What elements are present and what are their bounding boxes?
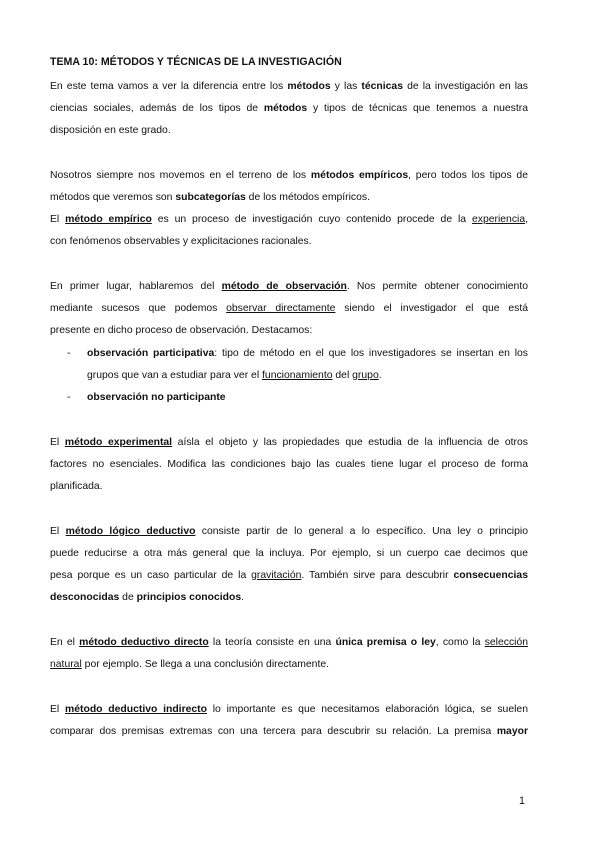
text-line: ciencias sociales, además de los tipos de métodos y tipos de técnicas que tenemos a nuestra (50, 103, 528, 114)
text-line: mediante sucesos que podemos observar directamente siendo el investigador el que está (50, 303, 528, 314)
text-line: En este tema vamos a ver la diferencia entre los métodos y las técnicas de la investigación en las (50, 81, 529, 92)
paragraph-logical-deductive (50, 521, 528, 609)
text-line: natural por ejemplo. Se llega a una conclusión directamente. (50, 659, 329, 670)
bullet-item-non-participant (87, 387, 528, 409)
text-line: puede reducirse a otra más general que la incluya. Por ejemplo, si un cuerpo cae decimos que (50, 548, 528, 559)
paragraph-intro (50, 76, 528, 142)
paragraph-observation (50, 276, 528, 342)
text-line: En el método deductivo directo la teoría consiste en una única premisa o ley, como la selección (50, 637, 529, 648)
text-line: grupos que van a estudiar para ver el funcionamiento del grupo. (87, 370, 382, 381)
text-line: El método deductivo indirecto lo importante es que necesitamos elaboración lógica, se suelen (50, 704, 528, 715)
text-line: El método experimental aísla el objeto y las propiedades que estudia de la influencia de otros (50, 437, 528, 448)
text-line: factores no esenciales. Modifica las condiciones bajo las cuales tiene lugar el proceso de forma (50, 459, 528, 470)
bullet-dash: - (67, 392, 71, 403)
text-line: observación no participante (87, 392, 226, 403)
text-line: pesa porque es un caso particular de la gravitación. También sirve para descubrir consecuencias (50, 570, 528, 581)
bullet-item-participant (87, 343, 528, 387)
document-title: TEMA 10: MÉTODOS Y TÉCNICAS DE LA INVESTIGACIÓN (50, 56, 342, 68)
page-number: 1 (519, 795, 525, 807)
text-line: presente en dicho proceso de observación. Destacamos: (50, 325, 313, 336)
paragraph-experimental (50, 432, 528, 498)
text-line: disposición en este grado. (50, 125, 171, 136)
text-line: El método empírico es un proceso de investigación cuyo contenido procede de la experiencia, (50, 214, 528, 225)
text-line: observación participativa: tipo de método en el que los investigadores se insertan en los (87, 348, 528, 359)
text-line: comparar dos premisas extremas con una tercera para descubrir su relación. La premisa mayor (50, 726, 528, 737)
text-line: desconocidas de principios conocidos. (50, 592, 245, 603)
paragraph-empirical (50, 165, 528, 253)
text-line: métodos que veremos son subcategorías de los métodos empíricos. (50, 192, 370, 203)
bullet-dash: - (67, 348, 71, 359)
paragraph-direct-deductive (50, 632, 528, 676)
paragraph-indirect-deductive (50, 699, 528, 743)
text-line: El método lógico deductivo consiste partir de lo general a lo específico. Una ley o principio (50, 526, 528, 537)
text-line: planificada. (50, 481, 103, 492)
text-line: con fenómenos observables y explicitaciones racionales. (50, 236, 312, 247)
text-line: Nosotros siempre nos movemos en el terreno de los métodos empíricos, pero todos los tipos de (50, 170, 528, 181)
text-line: En primer lugar, hablaremos del método de observación. Nos permite obtener conocimiento (50, 281, 528, 292)
